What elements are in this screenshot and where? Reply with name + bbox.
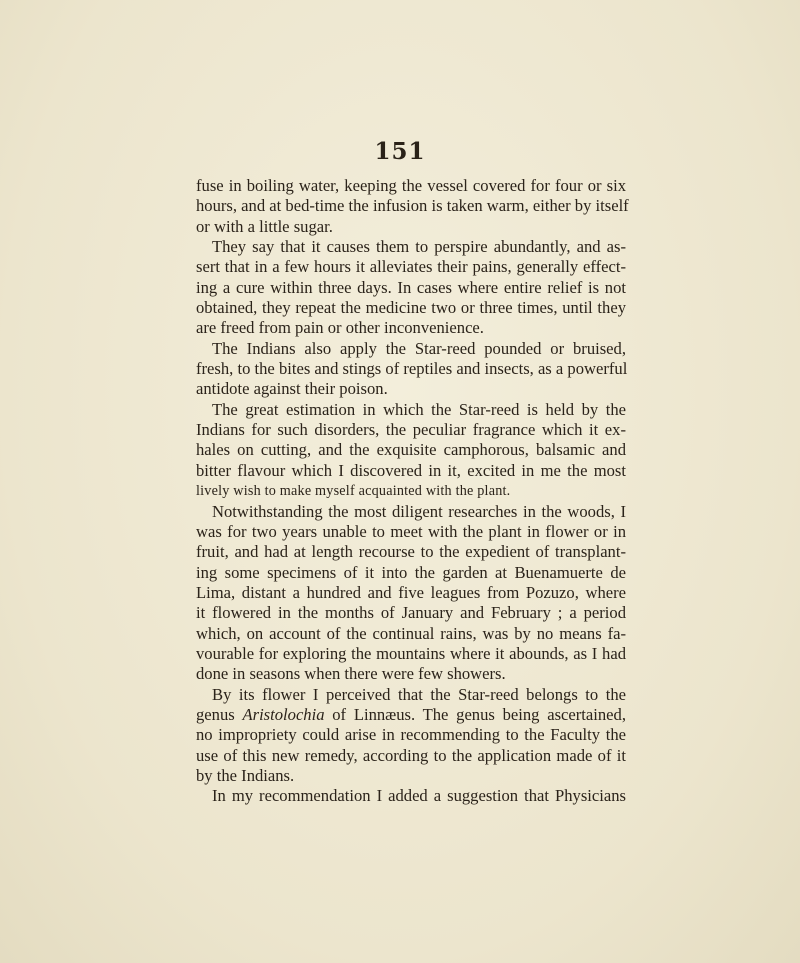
text-line: no impropriety could arise in recommending to the Faculty the xyxy=(196,725,626,745)
italic-genus-name: Aristolochia xyxy=(242,704,325,724)
text-line: fuse in boiling water, keeping the vessel covered for four or six xyxy=(196,176,626,195)
text-line: bitter flavour which I discovered in it, excited in me the most xyxy=(196,460,626,480)
text-line: lively wish to make myself acquainted with the plant. xyxy=(196,483,511,500)
text-line: which, on account of the continual rains, was by no means fa- xyxy=(196,623,626,643)
body-text xyxy=(196,176,629,807)
text-line: fruit, and had at length recourse to the expedient of transplant- xyxy=(196,542,626,562)
text-line: In my recommendation I added a suggestion that Physicians xyxy=(212,786,626,806)
text-line: obtained, they repeat the medicine two or three times, until they xyxy=(196,298,626,318)
text-line: Lima, distant a hundred and five leagues from Pozuzo, where xyxy=(196,582,626,602)
text-line: vourable for exploring the mountains where it abounds, as I had xyxy=(196,643,626,663)
text-line: antidote against their poison. xyxy=(196,379,388,399)
text-line: fresh, to the bites and stings of reptiles and insects, as a powerful xyxy=(196,359,628,379)
text-line: by the Indians. xyxy=(196,765,295,785)
text-fragment: of Linnæus. The genus being ascertained, xyxy=(324,704,626,724)
text-line: was for two years unable to meet with the plant in flower or in xyxy=(196,521,626,541)
text-line: sert that in a few hours it alleviates their pains, generally effect- xyxy=(196,257,626,277)
text-line: The Indians also apply the Star-reed pounded or bruised, xyxy=(212,338,626,358)
text-line: The great estimation in which the Star-reed is held by the xyxy=(212,399,626,419)
text-fragment: genus xyxy=(196,704,243,724)
text-line: hours, and at bed-time the infusion is taken warm, either by itself xyxy=(196,196,629,216)
text-line: done in seasons when there were few showers. xyxy=(196,664,506,684)
text-line: Indians for such disorders, the peculiar fragrance which it ex- xyxy=(196,420,626,440)
text-line: or with a little sugar. xyxy=(196,216,333,236)
text-line-with-italic xyxy=(196,705,626,725)
text-line: are freed from pain or other inconvenience. xyxy=(196,318,484,338)
text-line: They say that it causes them to perspire abundantly, and as- xyxy=(212,237,626,257)
text-line: ing some specimens of it into the garden at Buenamuerte de xyxy=(196,562,626,582)
text-line: it flowered in the months of January and February ; a period xyxy=(196,603,626,623)
page-number: 151 xyxy=(374,138,426,165)
text-line: By its flower I perceived that the Star-reed belongs to the xyxy=(212,684,626,704)
text-line: ing a cure within three days. In cases where entire relief is not xyxy=(196,277,626,297)
text-line: hales on cutting, and the exquisite camphorous, balsamic and xyxy=(196,440,626,460)
text-line: use of this new remedy, according to the application made of it xyxy=(196,745,626,765)
text-line: Notwithstanding the most diligent researches in the woods, I xyxy=(212,501,626,521)
